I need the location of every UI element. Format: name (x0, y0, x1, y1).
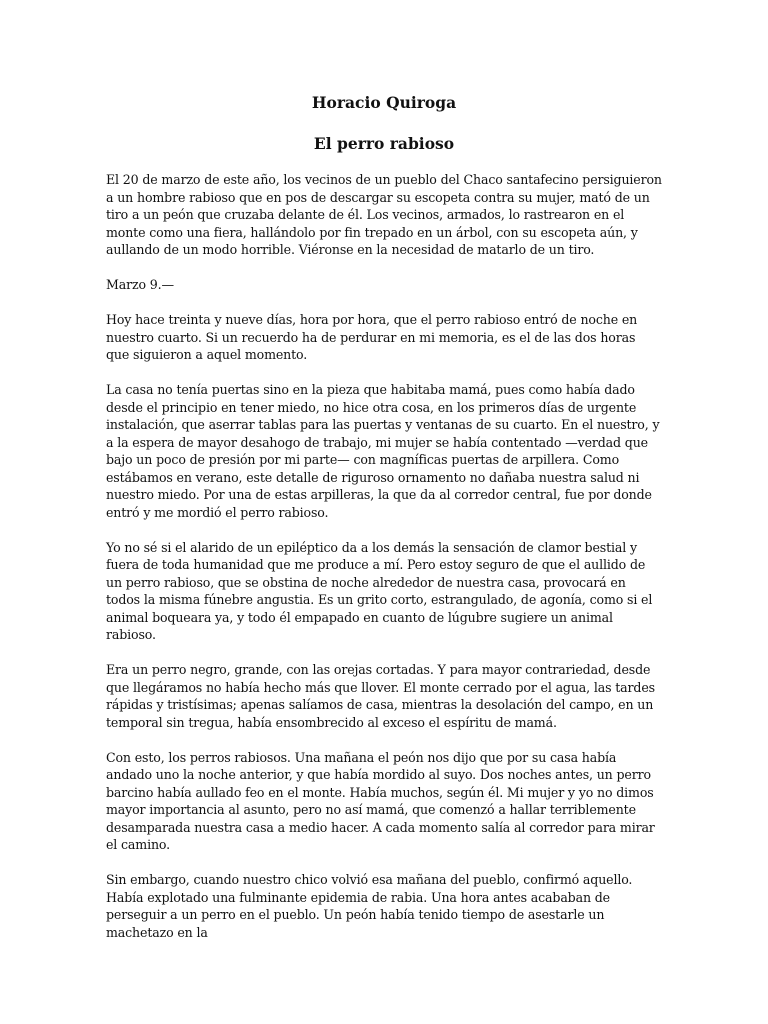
paragraph: Marzo 9.— (106, 277, 174, 292)
paragraph: Con esto, los perros rabiosos. Una mañana el peón nos dijo que por su casa había andado uno la noche anterior, y que había mordido al suyo. Dos noches antes, un perro barcino había aullado feo en el monte. Había muchos, según él. Mi mujer y yo no dimos mayor importancia al asunto, pero no así mamá, que comenzó a hallar terriblemente desamparada nuestra casa a medio hacer. A cada momento salía al corredor para mirar el camino. (106, 749, 655, 852)
paragraph: Hoy hace treinta y nueve días, hora por hora, que el perro rabioso entró de noche en nuestro cuarto. Si un recuerdo ha de perdurar en mi memoria, es el de las dos horas que siguieron a aquel momento. (106, 312, 638, 362)
document-title: El perro rabioso (313, 134, 455, 153)
paragraph: La casa no tenía puertas sino en la pieza que habitaba mamá, pues como había dado desde el principio en tener miedo, no hice otra cosa, en los primeros días de urgente instalación, que aserrar tablas para las puertas y ventanas de su cuarto. En el nuestro, y a la espera de mayor desahogo de trabajo, mi mujer se había contentado —verdad que bajo un poco de presión por mi parte— con magníficas puertas de arpillera. Como estábamos en verano, este detalle de riguroso ornamento no dañaba nuestra salud ni nuestro miedo. Por una de estas arpilleras, la que da al corredor central, fue por donde entró y me mordió el perro rabioso. (106, 382, 660, 520)
document-author: Horacio Quiroga (311, 93, 457, 112)
paragraph: El 20 de marzo de este año, los vecinos de un pueblo del Chaco santafecino persiguieron a un hombre rabioso que en pos de descargar su escopeta contra su mujer, mató de un tiro a un peón que cruzaba delante de él. Los vecinos, armados, lo rastrearon en el monte como una fiera, hallándolo por fin trepado en un árbol, con su escopeta aún, y aullando de un modo horrible. Viéronse en la necesidad de matarlo de un tiro. (106, 172, 662, 257)
paragraph: Sin embargo, cuando nuestro chico volvió esa mañana del pueblo, confirmó aquello. Había explotado una fulminante epidemia de rabia. Una hora antes acababan de perseguir a un perro en el pueblo. Un peón había tenido tiempo de asestarle un machetazo en la (106, 872, 633, 940)
paragraph: Yo no sé si el alarido de un epiléptico da a los demás la sensación de clamor bestial y fuera de toda humanidad que me produce a mí. Pero estoy seguro de que el aullido de un perro rabioso, que se obstina de noche alrededor de nuestra casa, provocará en todos la misma fúnebre angustia. Es un grito corto, estrangulado, de agonía, como si el animal boqueara ya, y todo él empapado en cuanto de lúgubre sugiere un animal rabioso. (106, 539, 653, 642)
paragraph: Era un perro negro, grande, con las orejas cortadas. Y para mayor contrariedad, desde que llegáramos no había hecho más que llover. El monte cerrado por el agua, las tardes rápidas y tristísimas; apenas salíamos de casa, mientras la desolación del campo, en un temporal sin tregua, había ensombrecido al exceso el espíritu de mamá. (106, 662, 655, 730)
document-body (106, 171, 662, 959)
